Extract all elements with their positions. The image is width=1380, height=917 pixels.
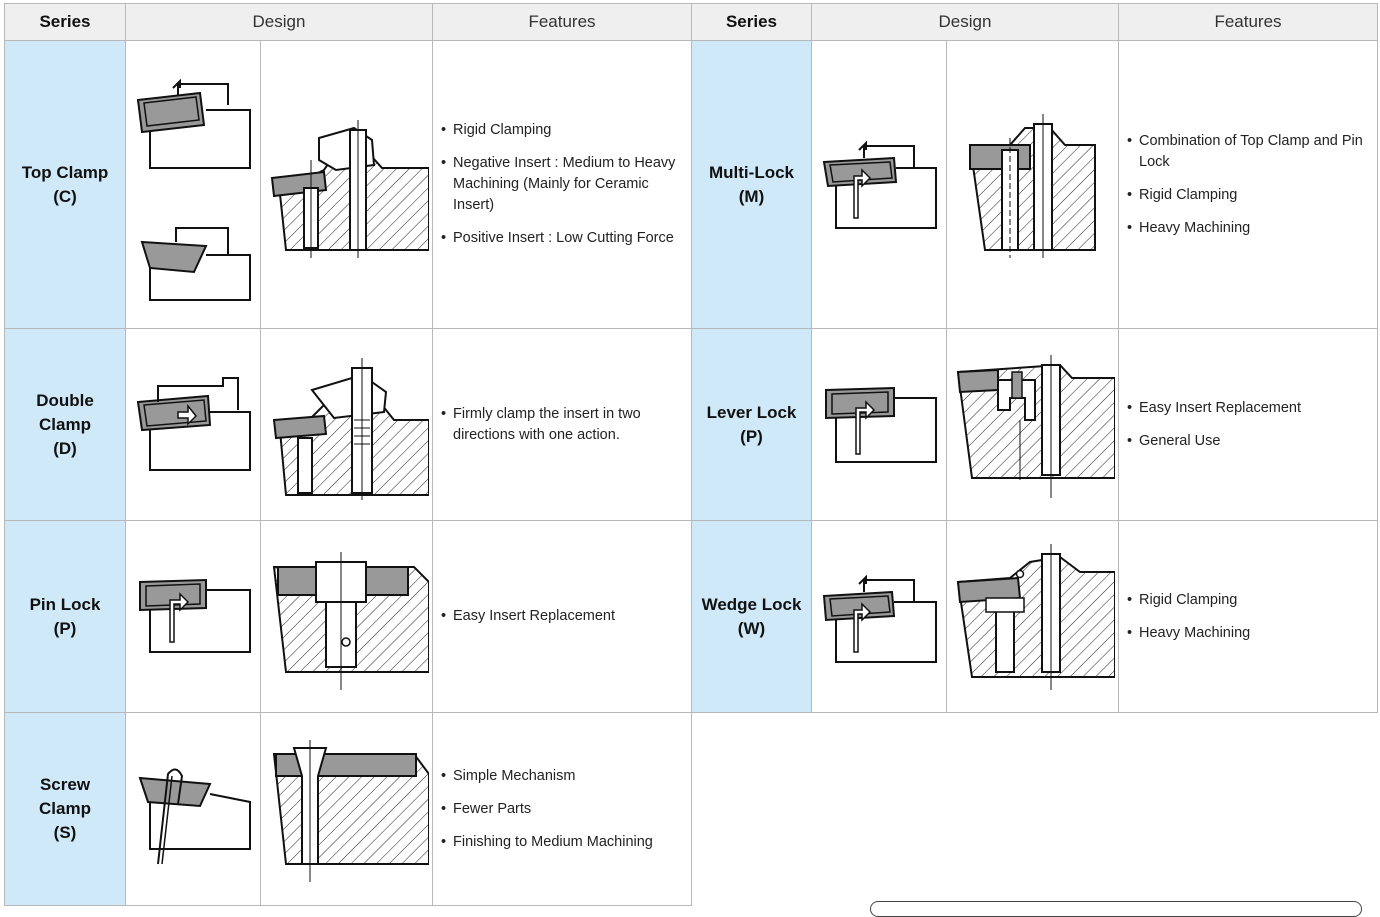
header-design-left [126, 3, 433, 41]
design-section-top-clamp [261, 41, 433, 329]
series-name: Multi-Lock [709, 162, 794, 182]
series-code: (M) [738, 186, 765, 206]
header-series-right-label: Series [725, 12, 778, 31]
design-schematic-screw-clamp [126, 713, 261, 906]
series-top-clamp [4, 41, 126, 329]
features-top-clamp [433, 41, 692, 329]
features-lever-lock [1119, 329, 1378, 521]
top-clamp-section-image [264, 110, 429, 260]
double-clamp-schematic-image [128, 350, 258, 500]
wedge-lock-section-image [950, 542, 1115, 692]
series-code: (S) [53, 823, 77, 842]
series-screw-clamp [4, 713, 126, 906]
series-name: Lever Lock [706, 402, 797, 422]
feature-item: • Easy Insert Replacement [1127, 398, 1365, 419]
feature-item: • Positive Insert : Low Cutting Force [441, 228, 679, 249]
design-schematic-top-clamp [126, 41, 261, 329]
features-multi-lock [1119, 41, 1378, 329]
design-section-double-clamp [261, 329, 433, 521]
feature-item: • Firmly clamp the insert in two directions with one action. [441, 404, 679, 446]
design-section-pin-lock [261, 521, 433, 713]
design-schematic-double-clamp [126, 329, 261, 521]
series-code: (C) [53, 186, 77, 206]
header-features-right-label: Features [1214, 12, 1282, 31]
feature-item: • Rigid Clamping [1127, 590, 1365, 611]
feature-item: • Negative Insert : Medium to Heavy Machining (Mainly for Ceramic Insert) [441, 153, 679, 216]
design-schematic-pin-lock [126, 521, 261, 713]
multi-lock-section-image [950, 110, 1115, 260]
lever-lock-section-image [950, 350, 1115, 500]
wedge-lock-schematic-image [814, 542, 944, 692]
series-wedge-lock [692, 521, 812, 713]
multi-lock-schematic-image [814, 110, 944, 260]
lever-lock-schematic-image [814, 350, 944, 500]
pin-lock-section-image [264, 542, 429, 692]
header-features-left [433, 3, 692, 41]
header-design-right [812, 3, 1119, 41]
header-series-left [4, 3, 126, 41]
header-series-right [692, 3, 812, 41]
features-double-clamp [433, 329, 692, 521]
feature-item: • Finishing to Medium Machining [441, 832, 679, 853]
header-series-left-label: Series [39, 12, 91, 31]
feature-item: • Rigid Clamping [1127, 185, 1365, 206]
screw-clamp-schematic-image [128, 734, 258, 884]
series-code: (W) [737, 618, 766, 638]
pin-lock-schematic-image [128, 542, 258, 692]
screw-clamp-section-image [264, 734, 429, 884]
top-clamp-schematic-image [128, 50, 258, 320]
series-double-clamp [4, 329, 126, 521]
series-multi-lock [692, 41, 812, 329]
design-schematic-multi-lock [812, 41, 947, 329]
design-section-screw-clamp [261, 713, 433, 906]
double-clamp-section-image [264, 350, 429, 500]
feature-item: • Heavy Machining [1127, 623, 1365, 644]
feature-item: • Fewer Parts [441, 799, 679, 820]
series-name: Pin Lock [29, 594, 101, 614]
design-section-lever-lock [947, 329, 1119, 521]
feature-item: • Heavy Machining [1127, 218, 1365, 239]
header-features-right [1119, 3, 1378, 41]
features-wedge-lock [1119, 521, 1378, 713]
series-lever-lock [692, 329, 812, 521]
series-name: Double Clamp [36, 390, 94, 434]
feature-item: • Rigid Clamping [441, 120, 679, 141]
design-section-multi-lock [947, 41, 1119, 329]
rounded-footer-bar [870, 901, 1362, 917]
series-code: (P) [53, 618, 77, 638]
features-pin-lock [433, 521, 692, 713]
series-name: Screw Clamp [39, 775, 91, 818]
header-features-left-label: Features [528, 12, 596, 31]
feature-item: • Simple Mechanism [441, 766, 679, 787]
series-code: (P) [740, 426, 763, 446]
series-code: (D) [53, 438, 77, 458]
feature-item: • General Use [1127, 431, 1365, 452]
header-design-right-label: Design [938, 12, 992, 31]
header-design-left-label: Design [252, 12, 306, 31]
design-schematic-wedge-lock [812, 521, 947, 713]
clamping-system-table [4, 3, 1380, 906]
series-name: Wedge Lock [701, 594, 802, 614]
series-pin-lock [4, 521, 126, 713]
feature-item: • Easy Insert Replacement [441, 606, 679, 627]
design-section-wedge-lock [947, 521, 1119, 713]
series-name: Top Clamp [21, 162, 109, 182]
features-screw-clamp [433, 713, 692, 906]
design-schematic-lever-lock [812, 329, 947, 521]
feature-item: • Combination of Top Clamp and Pin Lock [1127, 131, 1365, 173]
